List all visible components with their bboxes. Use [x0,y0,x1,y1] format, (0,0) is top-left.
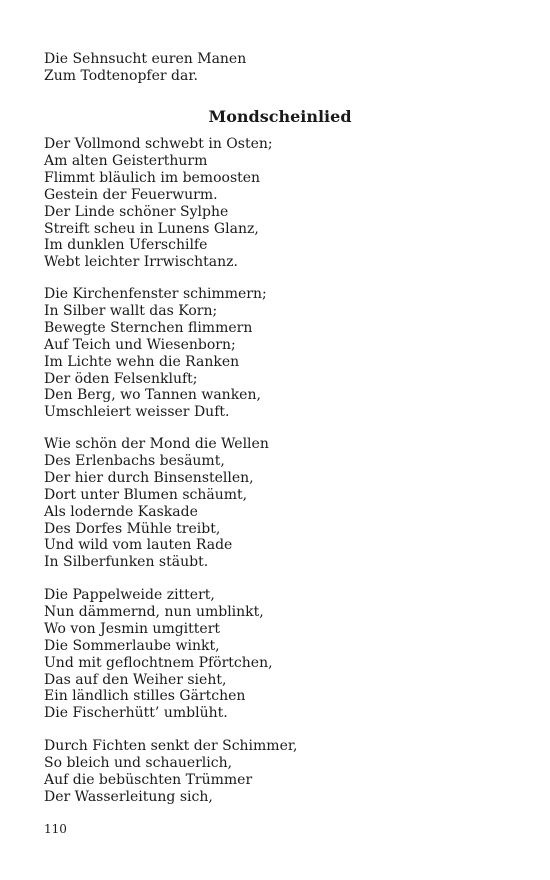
page-number: 110 [44,822,67,836]
poem-line: Die Sommerlaube winkt, [44,637,220,654]
poem-line: Gestein der Feuerwurm. [44,186,218,203]
intro-line: Zum Todtenopfer dar. [44,67,198,84]
poem-line: In Silber wallt das Korn; [44,302,218,319]
poem-line: Durch Fichten senkt der Schimmer, [44,738,298,754]
poem-line: Die Kirchenfenster schimmern; [44,286,267,302]
poem-line: Als lodernde Kaskade [44,503,198,520]
poem-line: Der Wasserleitung sich, [44,788,213,805]
poem-line: Die Pappelweide zittert, [44,587,215,603]
stanza-4 [44,587,273,722]
poem-line: Wie schön der Mond die Wellen [44,436,269,452]
poem-line: In Silberfunken stäubt. [44,554,209,571]
intro-lines [44,51,246,85]
poem-line: Dort unter Blumen schäumt, [44,486,248,503]
poem-line: Der öden Felsenkluft; [44,370,198,387]
poem-line: Des Erlenbachs besäumt, [44,452,225,469]
poem-title: Mondscheinlied [208,107,352,126]
poem-line: Umschleiert weisser Duft. [44,404,230,421]
poem-line: Auf die bebüschten Trümmer [44,771,253,788]
poem-line: Flimmt bläulich im bemoosten [44,169,261,186]
poem-line: So bleich und schauerlich, [44,754,233,771]
poem-line: Wo von Jesmin umgittert [44,620,221,637]
stanza-1 [44,136,273,271]
stanza-3 [44,436,269,571]
poem-line: Die Fischerhütt’ umblüht. [44,705,228,722]
poem-line: Und mit geflochtnem Pförtchen, [44,654,273,671]
poem-line: Am alten Geisterthurm [44,152,208,169]
poem-line: Auf Teich und Wiesenborn; [44,336,236,353]
stanza-2 [44,286,267,421]
poem-line: Das auf den Weiher sieht, [44,671,227,688]
poem-line: Im dunklen Uferschilfe [44,237,208,254]
poem-line: Der Vollmond schwebt in Osten; [44,136,273,152]
poem-line: Streift scheu in Lunens Glanz, [44,220,259,237]
poem-line: Im Lichte wehn die Ranken [44,353,240,370]
poem-line: Ein ländlich stilles Gärtchen [44,688,246,705]
poem-line: Den Berg, wo Tannen wanken, [44,387,261,404]
intro-line: Die Sehnsucht euren Manen [44,51,247,67]
poem-line: Der Linde schöner Sylphe [44,203,229,220]
poem-line: Nun dämmernd, nun umblinkt, [44,603,264,620]
poem-line: Des Dorfes Mühle treibt, [44,520,221,537]
stanza-5 [44,738,297,806]
poem-line: Webt leichter Irrwischtanz. [44,254,238,271]
poem-line: Der hier durch Binsenstellen, [44,469,254,486]
poem-line: Und wild vom lauten Rade [44,537,233,554]
poem-line: Bewegte Sternchen flimmern [44,319,253,336]
